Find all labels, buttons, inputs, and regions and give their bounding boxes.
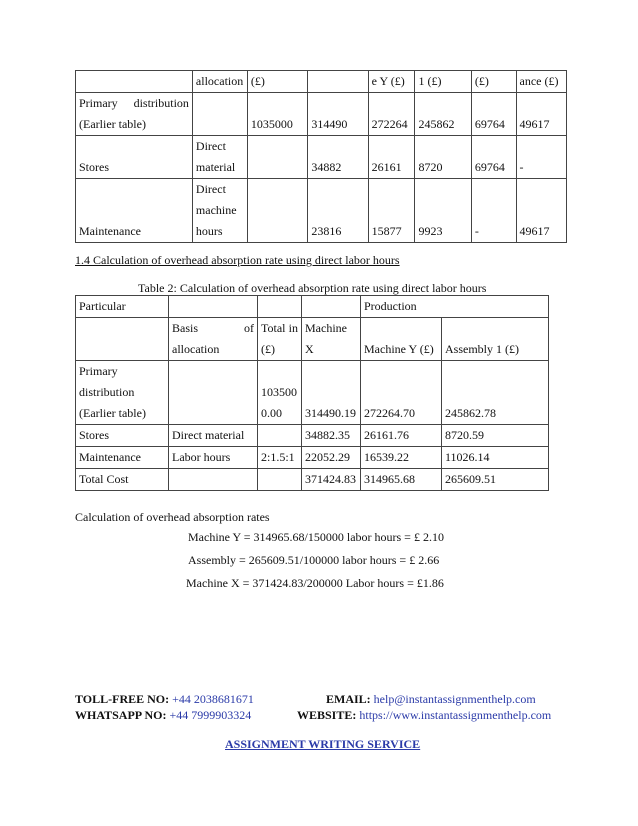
row-value: 11026.14 <box>442 447 549 469</box>
table1-header-cell <box>76 71 193 93</box>
row-value: 34882.35 <box>302 425 361 447</box>
row-value: - <box>516 136 566 179</box>
row-basis: Direct material <box>169 425 258 447</box>
row-value: 314965.68 <box>361 469 442 491</box>
row-value: 314490.19 <box>302 361 361 425</box>
tollfree-number[interactable]: +44 2038681671 <box>172 692 254 706</box>
particular-line: Primary <box>79 364 118 378</box>
service-link[interactable]: ASSIGNMENT WRITING SERVICE <box>225 737 421 751</box>
table1-header-row <box>76 71 567 93</box>
total-label-right: in <box>288 321 298 335</box>
table1-header-cell: e Y (£) <box>368 71 415 93</box>
table-row <box>76 136 567 179</box>
row-value: 16539.22 <box>361 447 442 469</box>
row-value: 49617 <box>516 179 566 243</box>
whatsapp-line <box>75 708 251 723</box>
row-total <box>247 136 308 179</box>
table-row <box>76 179 567 243</box>
row-value: 8720.59 <box>442 425 549 447</box>
basis-label-line2: allocation <box>172 342 220 356</box>
table1-header-cell: allocation <box>192 71 247 93</box>
basis-line: Direct <box>195 182 226 196</box>
table1-header-cell: 1 (£) <box>415 71 471 93</box>
row-particular <box>76 93 193 136</box>
absorption-rate-table <box>75 295 549 491</box>
total-line: 103500 <box>261 385 297 399</box>
row-basis <box>169 469 258 491</box>
table1-header-cell <box>308 71 368 93</box>
total-label-line2: (£) <box>261 342 275 356</box>
particular-line: distribution <box>79 385 135 399</box>
row-particular: Maintenance <box>76 447 169 469</box>
basis-line: material <box>195 160 236 174</box>
row-value: 69764 <box>471 136 516 179</box>
whatsapp-label: WHATSAPP NO: <box>75 708 167 722</box>
row-value: 23816 <box>308 179 368 243</box>
calculation-line: Machine Y = 314965.68/150000 labor hours = £ 2.10 <box>188 530 444 544</box>
total-label-left: Total <box>261 321 286 335</box>
header-machine-x: Machine X <box>302 318 361 361</box>
row-value: 49617 <box>516 93 566 136</box>
basis-line: machine <box>195 203 237 217</box>
row-total <box>247 179 308 243</box>
particular-line: Primary distribution <box>79 96 189 110</box>
email-line <box>326 692 536 707</box>
row-value: - <box>471 179 516 243</box>
row-basis: Labor hours <box>169 447 258 469</box>
row-basis <box>192 136 247 179</box>
calculation-title: Calculation of overhead absorption rates <box>75 510 270 524</box>
website-label: WEBSITE: <box>297 708 357 722</box>
tollfree-line <box>75 692 254 707</box>
tollfree-label: TOLL-FREE NO: <box>75 692 170 706</box>
row-total <box>258 425 302 447</box>
email-link[interactable]: help@instantassignmenthelp.com <box>373 692 536 706</box>
header-total <box>258 318 302 361</box>
row-particular: Stores <box>76 425 169 447</box>
row-particular <box>76 361 169 425</box>
row-value: 245862.78 <box>442 361 549 425</box>
row-value: 9923 <box>415 179 471 243</box>
row-particular: Stores <box>76 136 193 179</box>
header-particular: Particular <box>76 296 169 318</box>
row-value: 26161.76 <box>361 425 442 447</box>
header-basis <box>169 318 258 361</box>
header-empty <box>169 296 258 318</box>
row-value: 34882 <box>308 136 368 179</box>
table-row <box>76 447 549 469</box>
row-total: 2:1.5:1 <box>258 447 302 469</box>
row-value: 371424.83 <box>302 469 361 491</box>
row-value: 272264 <box>368 93 415 136</box>
basis-label-left: Basis <box>172 321 199 335</box>
table2-subheader-row <box>76 318 549 361</box>
total-line: 0.00 <box>261 406 282 420</box>
row-value: 265609.51 <box>442 469 549 491</box>
table1-header-cell: ance (£) <box>516 71 566 93</box>
header-assembly-1: Assembly 1 (£) <box>442 318 549 361</box>
particular-line: (Earlier table) <box>79 406 146 420</box>
email-label: EMAIL: <box>326 692 371 706</box>
row-value: 15877 <box>368 179 415 243</box>
table-row <box>76 469 549 491</box>
row-value: 314490 <box>308 93 368 136</box>
row-particular: Maintenance <box>76 179 193 243</box>
row-value: 69764 <box>471 93 516 136</box>
row-value: 26161 <box>368 136 415 179</box>
row-value: 245862 <box>415 93 471 136</box>
row-total: 1035000 <box>247 93 308 136</box>
table1-header-cell: (£) <box>247 71 308 93</box>
particular-line: (Earlier table) <box>79 117 146 131</box>
header-production: Production <box>361 296 549 318</box>
row-total <box>258 361 302 425</box>
header-empty <box>302 296 361 318</box>
table2-header-row <box>76 296 549 318</box>
row-value: 8720 <box>415 136 471 179</box>
website-line <box>297 708 551 723</box>
basis-line: hours <box>195 224 223 238</box>
website-link[interactable]: https://www.instantassignmenthelp.com <box>359 708 552 722</box>
row-basis <box>169 361 258 425</box>
overhead-allocation-table <box>75 70 567 243</box>
row-particular: Total Cost <box>76 469 169 491</box>
table-row <box>76 425 549 447</box>
row-value: 22052.29 <box>302 447 361 469</box>
row-total <box>258 469 302 491</box>
section-heading: 1.4 Calculation of overhead absorption rate using direct labor hours <box>75 253 400 267</box>
table1-header-cell: (£) <box>471 71 516 93</box>
basis-label-right: of <box>244 321 254 335</box>
table2-caption: Table 2: Calculation of overhead absorption rate using direct labor hours <box>138 281 487 295</box>
row-basis <box>192 93 247 136</box>
subheader-empty <box>76 318 169 361</box>
header-empty <box>258 296 302 318</box>
row-value: 272264.70 <box>361 361 442 425</box>
table-row <box>76 361 549 425</box>
header-machine-y: Machine Y (£) <box>361 318 442 361</box>
calculation-line: Assembly = 265609.51/100000 labor hours = £ 2.66 <box>188 553 440 567</box>
calculation-line: Machine X = 371424.83/200000 Labor hours = £1.86 <box>186 576 444 590</box>
table-row <box>76 93 567 136</box>
whatsapp-number[interactable]: +44 7999903324 <box>169 708 252 722</box>
row-basis <box>192 179 247 243</box>
basis-line: Direct <box>195 139 226 153</box>
